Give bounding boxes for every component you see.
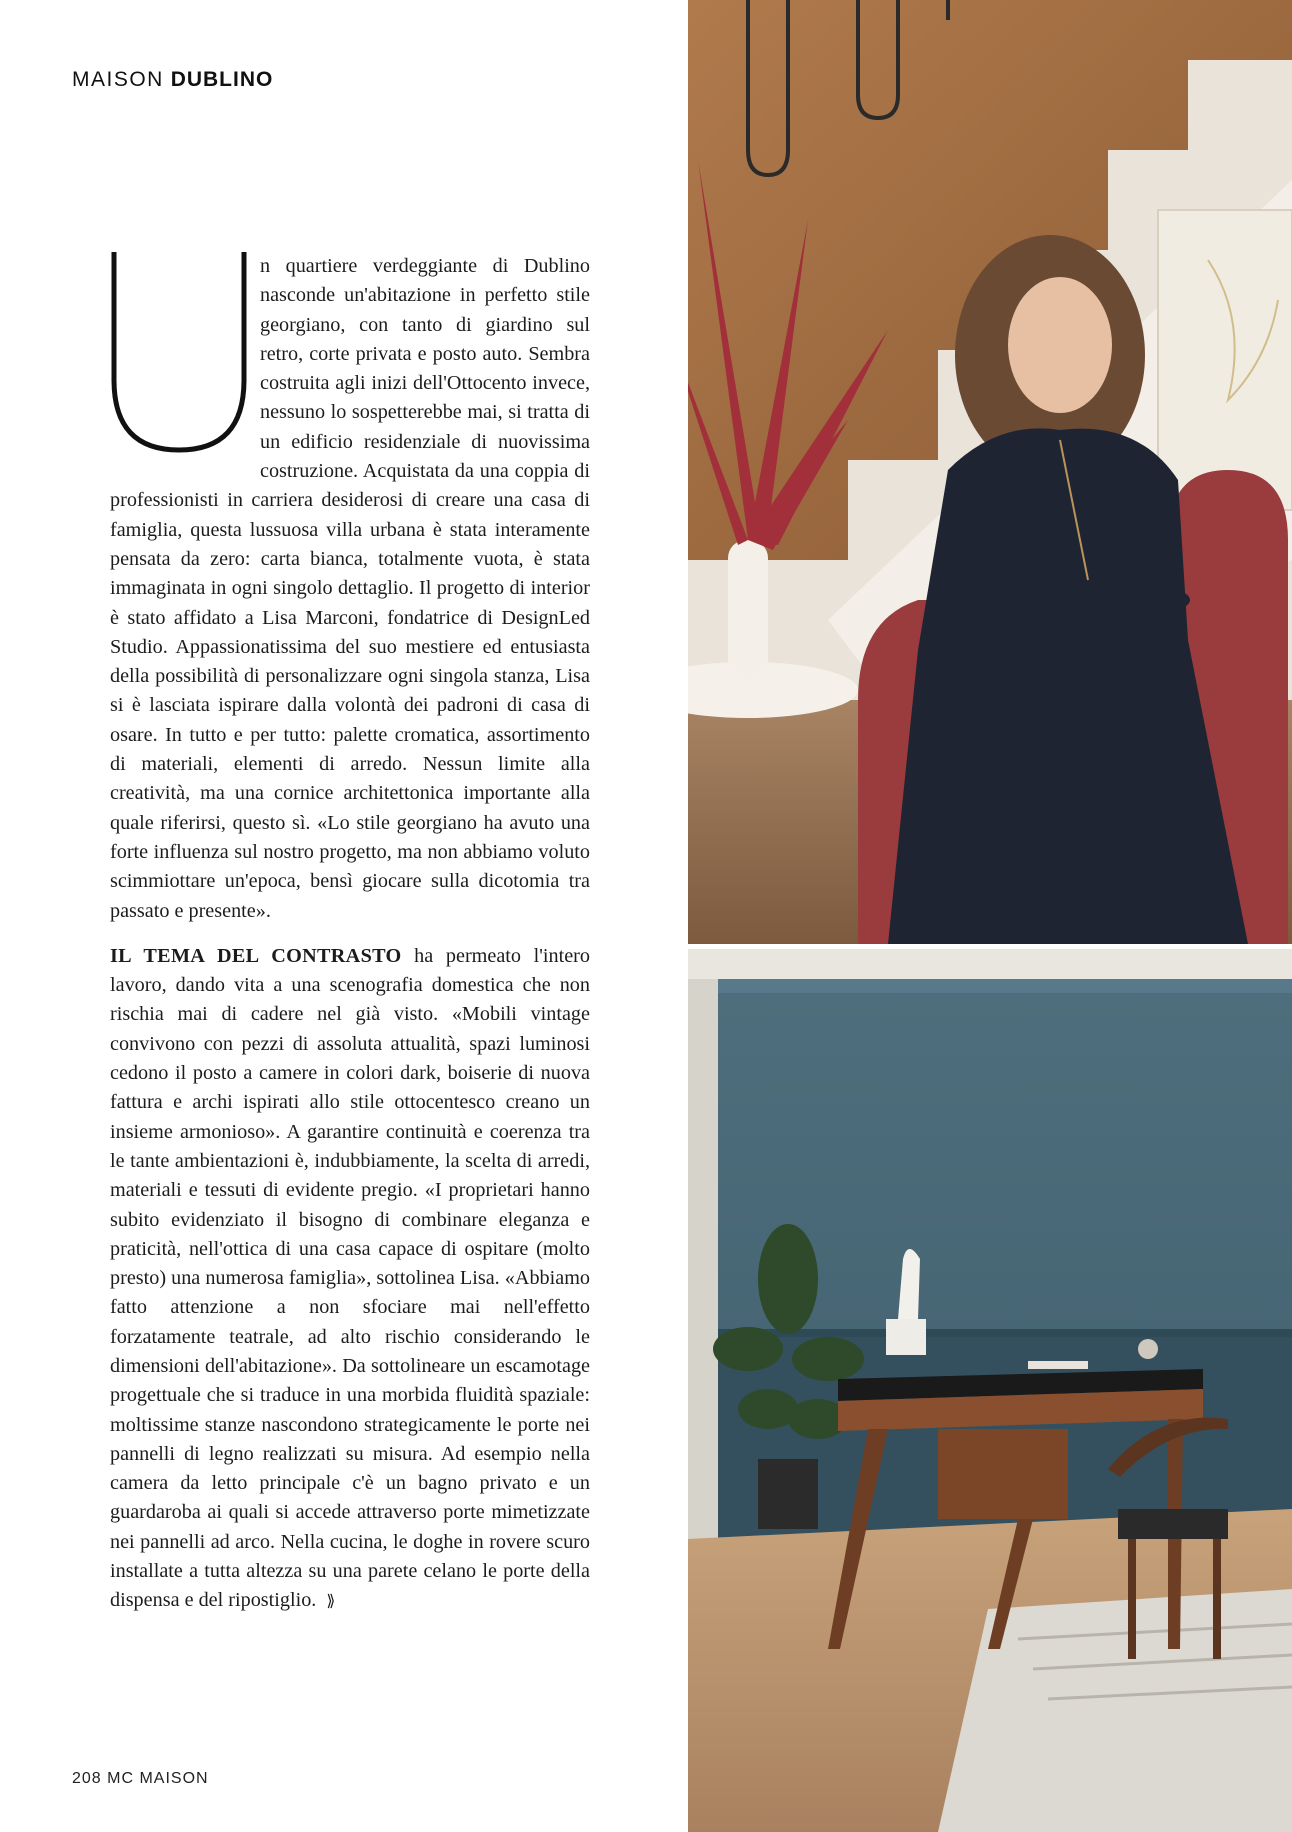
page-footer: 208 MC MAISON xyxy=(72,1770,209,1787)
section-header xyxy=(72,68,273,92)
study-room-photo xyxy=(688,949,1292,1832)
paragraph-2-runin: IL TEMA DEL CONTRASTO xyxy=(110,944,402,967)
designer-portrait-photo xyxy=(688,0,1292,944)
article-paragraph-2 xyxy=(110,942,590,1617)
article-paragraph-1 xyxy=(110,252,590,926)
article-body xyxy=(110,252,590,1617)
paragraph-2-text: ha permeato l'intero lavoro, dando vita a una scenografia domestica che non rischia mai di cadere nel già visto. «Mobili vintage convivono con pezzi di assoluta attualità, spazi luminosi cedono il posto a camere in colori dark, boiserie di nuova fattura e archi ispirati allo stile ottocentesco creano un insieme armonioso». A garantire continuità e coerenza tra le tante ambientazioni è, indubbiamente, la scelta di arredi, materiali e tessuti di evidente pregio. «I proprietari hanno subito evidenziato il bisogno di combinare eleganza e praticità, nell'ottica di una casa capace di ospitare (molto presto) una numerosa famiglia», sottolinea Lisa. «Abbiamo fatto attenzione a non sfociare mai nell'effetto forzatamente teatrale, ad alto rischio considerando le dimensioni dell'abitazione». Da sottolineare un escamotage progettuale che si traduce in una morbida fluidità spaziale: moltissime stanze nascondono strategicamente le porte nei pannelli di legno realizzati su misura. Ad esempio nella camera da letto principale c'è un bagno privato e un guardaroba ai quali si accede attraverso porte mimetizzate nei pannelli ad arco. Nella cucina, le doghe in rovere scuro installate a tutta altezza su una parete celano le porte della dispensa e del ripostiglio. xyxy=(110,944,590,1612)
section-title: DUBLINO xyxy=(170,68,274,91)
end-of-article-icon: ⟫ xyxy=(326,1593,336,1611)
section-label: MAISON xyxy=(72,68,164,91)
paragraph-1-text: n quartiere verdeggiante di Dublino nasconde un'abitazione in perfetto stile georgiano, con tanto di giardino sul retro, corte privata e posto auto. Sembra costruita agli inizi dell'Ottocento invece, nessuno lo sospetterebbe mai, si tratta di un edificio residenziale di nuovissima costruzione. Acquistata da una coppia di professionisti in carriera desiderosi di creare una casa di famiglia, questa lussuosa villa urbana è stata interamente pensata da zero: carta bianca, totalmente vuota, è stata immaginata in ogni singolo dettaglio. Il progetto di interior è stato affidato a Lisa Marconi, fondatrice di DesignLed Studio. Appassionatissima del suo mestiere ed entusiasta della possibilità di personalizzare ogni singola stanza, Lisa si è lasciata ispirare dalla volontà dei padroni di casa di osare. In tutto e per tutto: palette cromatica, assortimento di materiali, elementi di arredo. Nessun limite alla creatività, ma una cornice architettonica importante alla quale riferirsi, questo sì. «Lo stile georgiano ha avuto una forte influenza sul nostro progetto, ma non abbiamo voluto scimmiottare un'epoca, bensì giocare sulla dicotomia tra passato e presente». xyxy=(110,255,590,922)
letter-u-dropcap-icon xyxy=(108,250,250,458)
